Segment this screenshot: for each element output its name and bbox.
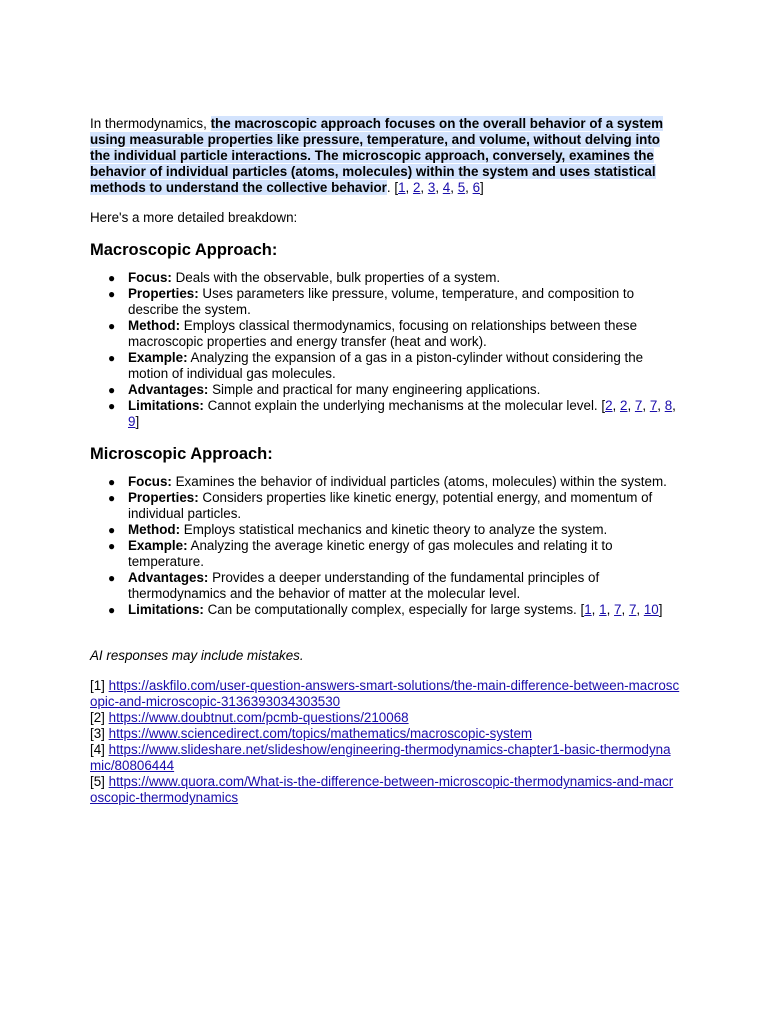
bullet-icon: ● — [108, 319, 116, 333]
item-label: Example: — [128, 350, 188, 365]
item-text: Analyzing the expansion of a gas in a piston-cylinder without considering the motion of individual gas molecules. — [128, 350, 644, 381]
section-microscopic — [90, 444, 680, 618]
source-number: [3] — [90, 726, 105, 741]
item-label: Limitations: — [128, 602, 204, 617]
source-number: [5] — [90, 774, 105, 789]
item-text: Provides a deeper understanding of the fundamental principles of thermodynamics and the behavior of matter at the molecular level. — [128, 570, 600, 601]
item-text: Employs statistical mechanics and kinetic theory to analyze the system. — [180, 522, 608, 537]
item-label: Advantages: — [128, 382, 209, 397]
item-text: Considers properties like kinetic energy, potential energy, and momentum of individual particles. — [128, 490, 653, 521]
item-text: Uses parameters like pressure, volume, temperature, and composition to describe the system. — [128, 286, 635, 317]
item-text: Employs classical thermodynamics, focusing on relationships between these macroscopic properties and energy transfer (heat and work). — [128, 318, 638, 349]
bullet-icon: ● — [108, 399, 116, 413]
source-number: [1] — [90, 678, 105, 693]
bullet-icon: ● — [108, 351, 116, 365]
list-item — [108, 318, 680, 350]
list-item — [108, 286, 680, 318]
item-label: Focus: — [128, 474, 172, 489]
source-link[interactable]: https://www.doubtnut.com/pcmb-questions/210068 — [108, 710, 409, 725]
intro-citations: . [1, 2, 3, 4, 5, 6] — [386, 180, 484, 195]
breakdown-lead: Here's a more detailed breakdown: — [90, 210, 298, 225]
bullet-icon: ● — [108, 287, 116, 301]
bullet-icon: ● — [108, 271, 116, 285]
item-label: Properties: — [128, 286, 199, 301]
bullet-icon: ● — [108, 383, 116, 397]
source-item — [90, 774, 680, 806]
list-item — [108, 474, 680, 490]
citation-link[interactable]: 9 — [128, 414, 136, 429]
source-link[interactable]: https://www.sciencedirect.com/topics/mathematics/macroscopic-system — [108, 726, 533, 741]
section-heading: Microscopic Approach: — [90, 445, 273, 463]
bullet-icon: ● — [108, 571, 116, 585]
source-item — [90, 678, 680, 710]
item-citations: [1, 1, 7, 7, 10] — [576, 602, 663, 617]
bullet-icon: ● — [108, 539, 116, 553]
citation-link[interactable]: 2 — [412, 180, 421, 195]
item-text: Analyzing the average kinetic energy of gas molecules and relating it to temperature. — [128, 538, 613, 569]
list-item — [108, 270, 680, 286]
bullet-icon: ● — [108, 603, 116, 617]
citation-link[interactable]: 2 — [620, 398, 628, 413]
document-page — [90, 116, 680, 806]
item-label: Method: — [128, 522, 181, 537]
citation-link[interactable]: 7 — [628, 602, 637, 617]
citation-link[interactable]: 6 — [472, 180, 481, 195]
list-item — [108, 602, 680, 618]
item-label: Focus: — [128, 270, 172, 285]
bullet-icon: ● — [108, 475, 116, 489]
source-item — [90, 710, 680, 726]
bullet-list — [90, 474, 680, 618]
citation-link[interactable]: 8 — [664, 398, 673, 413]
bullet-icon: ● — [108, 523, 116, 537]
source-link[interactable]: https://www.slideshare.net/slideshow/engineering-thermodynamics-chapter1-basic-thermodynamic/80806444 — [90, 742, 671, 773]
citation-link[interactable]: 1 — [398, 180, 406, 195]
source-link[interactable]: https://www.quora.com/What-is-the-difference-between-microscopic-thermodynamics-and-macroscopic-thermodynamics — [90, 774, 674, 805]
item-label: Limitations: — [128, 398, 204, 413]
intro-paragraph — [90, 116, 680, 196]
list-item — [108, 490, 680, 522]
source-item — [90, 726, 680, 742]
citation-link[interactable]: 7 — [649, 398, 658, 413]
item-label: Properties: — [128, 490, 199, 505]
source-link[interactable]: https://askfilo.com/user-question-answers-smart-solutions/the-main-difference-between-macroscopic-and-microscopic-3136393034303530 — [90, 678, 680, 709]
citation-link[interactable]: 4 — [442, 180, 451, 195]
citation-link[interactable]: 7 — [634, 398, 643, 413]
bullet-list — [90, 270, 680, 430]
list-item — [108, 398, 680, 430]
list-item — [108, 522, 680, 538]
item-text: Simple and practical for many engineering applications. — [208, 382, 541, 397]
source-item — [90, 742, 680, 774]
disclaimer: AI responses may include mistakes. — [90, 648, 304, 663]
list-item — [108, 570, 680, 602]
item-text: Cannot explain the underlying mechanisms at the molecular level. — [203, 398, 598, 413]
section-macroscopic — [90, 240, 680, 430]
list-item — [108, 382, 680, 398]
item-text: Examines the behavior of individual particles (atoms, molecules) within the system. — [171, 474, 667, 489]
citation-link[interactable]: 1 — [599, 602, 607, 617]
item-citations: [2, 2, 7, 7, 8, 9] — [128, 398, 676, 429]
citation-link[interactable]: 7 — [614, 602, 622, 617]
item-label: Advantages: — [128, 570, 209, 585]
bullet-icon: ● — [108, 491, 116, 505]
citation-link[interactable]: 10 — [643, 602, 659, 617]
citation-link[interactable]: 5 — [457, 180, 466, 195]
list-item — [108, 538, 680, 570]
item-label: Method: — [128, 318, 181, 333]
intro-highlight: the macroscopic approach focuses on the overall behavior of a system using measurable properties like pressure, temperature, and volume, without delving into the individual particle interactions. The microscopic approach, conversely, examines the behavior of individual particles (atoms, molecules) within the system and uses statistical methods to understand the collective behavior — [90, 116, 664, 195]
citation-link[interactable]: 1 — [584, 602, 592, 617]
list-item — [108, 350, 680, 382]
intro-lead-in: In thermodynamics, — [90, 116, 211, 131]
source-number: [2] — [90, 710, 105, 725]
item-text: Deals with the observable, bulk properties of a system. — [171, 270, 501, 285]
citation-link[interactable]: 3 — [427, 180, 436, 195]
section-heading: Macroscopic Approach: — [90, 241, 278, 259]
source-number: [4] — [90, 742, 105, 757]
citation-link[interactable]: 2 — [605, 398, 613, 413]
item-text: Can be computationally complex, especially for large systems. — [203, 602, 577, 617]
item-label: Example: — [128, 538, 188, 553]
sources-list — [90, 678, 680, 806]
